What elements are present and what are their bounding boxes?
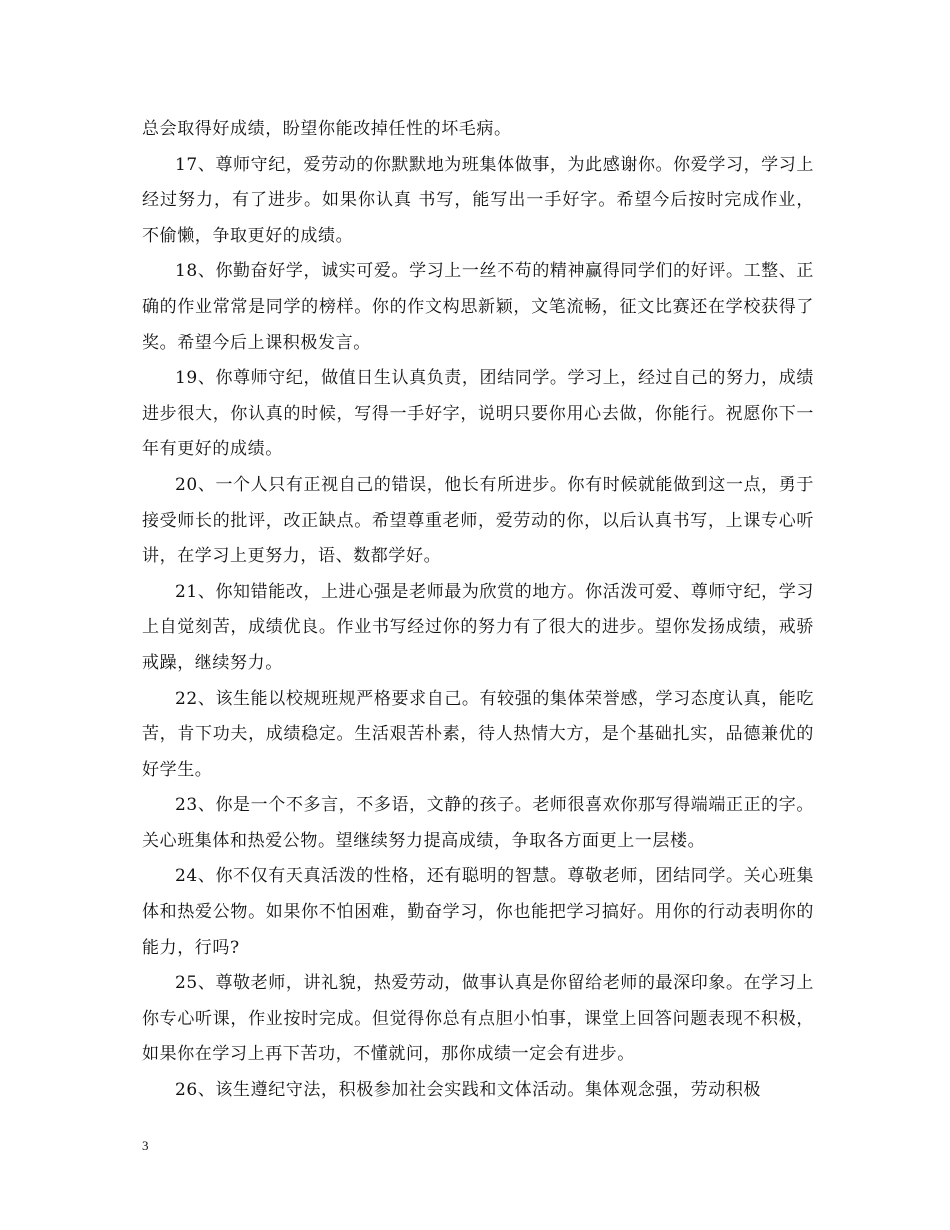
paragraph-comment-20: 20、一个人只有正视自己的错误，他长有所进步。你有时候就能做到这一点，勇于接受师长的批评，改正缺点。希望尊重老师，爱劳动的你，以后认真书写，上课专心听讲，在学习上更努力，语、数都学好。	[142, 474, 814, 567]
page-number: 3	[142, 1138, 149, 1153]
paragraph-comment-18: 18、你勤奋好学，诚实可爱。学习上一丝不苟的精神赢得同学们的好评。工整、正确的作业常常是同学的榜样。你的作文构思新颖，文笔流畅，征文比赛还在学校获得了奖。希望今后上课积极发言。	[142, 261, 814, 353]
paragraph-comment-26: 26、该生遵纪守法，积极参加社会实践和文体活动。集体观念强，劳动积极	[175, 1080, 762, 1101]
paragraph-comment-21: 21、你知错能改，上进心强是老师最为欣赏的地方。你活泼可爱、尊师守纪，学习上自觉刻苦，成绩优良。作业书写经过你的努力有了很大的进步。望你发扬成绩，戒骄戒躁，继续努力。	[142, 581, 814, 673]
paragraph-comment-22: 22、该生能以校规班规严格要求自己。有较强的集体荣誉感，学习态度认真，能吃苦，肯下功夫，成绩稳定。生活艰苦朴素，待人热情大方，是个基础扎实，品德兼优的好学生。	[142, 688, 814, 780]
paragraph-comment-23: 23、你是一个不多言，不多语，文静的孩子。老师很喜欢你那写得端端正正的字。关心班集体和热爱公物。望继续努力提高成绩，争取各方面更上一层楼。	[142, 795, 814, 851]
paragraph-comment-25: 25、尊敬老师，讲礼貌，热爱劳动，做事认真是你留给老师的最深印象。在学习上你专心听课，作业按时完成。但觉得你总有点胆小怕事，课堂上回答问题表现不积极，如果你在学习上再下苦功，不懂就问，那你成绩一定会有进步。	[142, 973, 814, 1065]
paragraph-continuation: 总会取得好成绩，盼望你能改掉任性的坏毛病。	[142, 119, 512, 139]
document-body	[142, 112, 814, 1109]
paragraph-comment-19: 19、你尊师守纪，做值日生认真负责，团结同学。学习上，经过自己的努力，成绩进步很大，你认真的时候，写得一手好字，说明只要你用心去做，你能行。祝愿你下一年有更好的成绩。	[142, 368, 814, 460]
paragraph-comment-17: 17、尊师守纪，爱劳动的你默默地为班集体做事，为此感谢你。你爱学习，学习上经过努力，有了进步。如果你认真 书写，能写出一手好字。希望今后按时完成作业，不偷懒，争取更好的成绩。	[142, 154, 814, 246]
paragraph-comment-24: 24、你不仅有天真活泼的性格，还有聪明的智慧。尊敬老师，团结同学。关心班集体和热爱公物。如果你不怕困难，勤奋学习，你也能把学习搞好。用你的行动表明你的能力，行吗?	[142, 866, 814, 958]
